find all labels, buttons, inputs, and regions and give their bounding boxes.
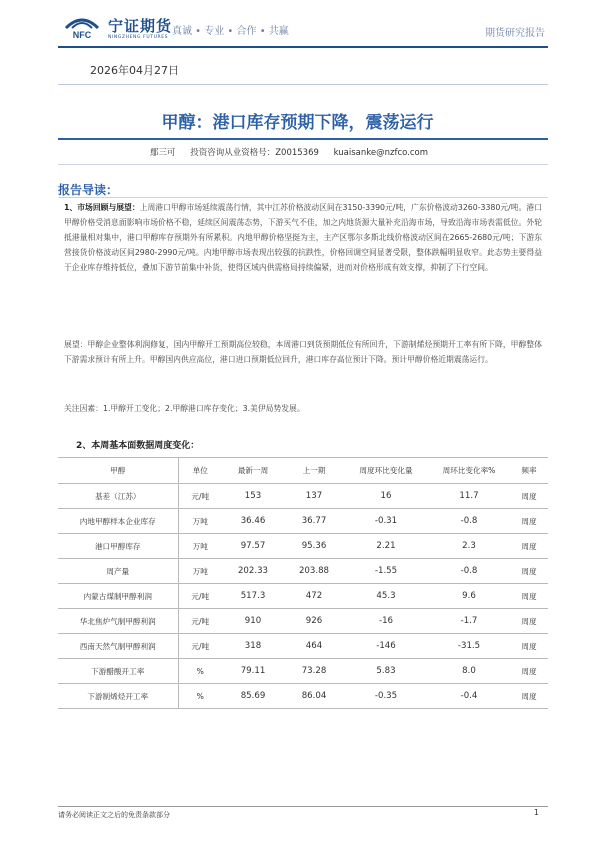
author-divider (58, 164, 548, 165)
footer-divider (58, 806, 548, 807)
table-header-cell: 甲醇 (58, 458, 178, 484)
market-review-text: 上周港口甲醇市场延续震荡行情，其中江苏价格波动区间在3150-3390元/吨，广东价格波动3260-3380元/吨。港口甲醇价格受消息面影响市场价格不稳，延续区间震荡态势，下游买气不佳，加之内地货源大量补充沿海市场，导致沿海市场表需低位。外轮抵港量相对集中，港口甲醇库存预期外有所累积。内地甲醇价格坚挺为主，主产区鄂尔多斯北线价格波动区间在2665-2680元/吨；下游东营接货价格波动区间2980-2990元/吨。内地甲醇市场表现出较强的抗跌性，价格回调空间显著受限，整体跌幅明显收窄。此态势主要得益于企业库存维持低位，叠加下游节前集中补货，使得区域内供需格局持续偏紧，进而对价格形成有效支撑，抑制了下行空间。 (64, 203, 542, 272)
table-cell: 36.46 (222, 509, 284, 534)
table-cell: 5.83 (344, 659, 428, 684)
table-cell: 元/吨 (178, 584, 222, 609)
market-review-paragraph (64, 200, 542, 275)
table-cell: 8.0 (428, 659, 510, 684)
table-cell: 472 (284, 584, 344, 609)
table-cell: -31.5 (428, 634, 510, 659)
table-cell: 95.36 (284, 534, 344, 559)
table-cell: -0.4 (428, 684, 510, 709)
row-label-cell: 西南天然气制甲醇利润 (58, 634, 178, 659)
table-cell: 517.3 (222, 584, 284, 609)
page-number: 1 (533, 808, 539, 817)
table-cell: 2.3 (428, 534, 510, 559)
page-header (0, 0, 595, 48)
table-cell: -0.31 (344, 509, 428, 534)
table-cell: 11.7 (428, 484, 510, 509)
table-header-cell: 上一期 (284, 458, 344, 484)
table-header-cell: 最新一周 (222, 458, 284, 484)
row-label-cell: 华北焦炉气制甲醇利润 (58, 609, 178, 634)
report-date: 2026年04月27日 (90, 64, 179, 77)
table-cell: 16 (344, 484, 428, 509)
table-row (58, 484, 548, 509)
focus-factors-paragraph: 关注因素：1.甲醇开工变化；2.甲醇港口库存变化；3.美伊局势发展。 (64, 404, 305, 413)
brand-name: 宁证期货 (108, 17, 173, 35)
table-row (58, 684, 548, 709)
table-cell: 45.3 (344, 584, 428, 609)
table-cell: 周度 (510, 584, 548, 609)
company-slogan: 真诚 • 专业 • 合作 • 共赢 (172, 26, 289, 37)
table-cell: 79.11 (222, 659, 284, 684)
table-cell: 周度 (510, 484, 548, 509)
table-cell: 元/吨 (178, 609, 222, 634)
table-row (58, 559, 548, 584)
table-cell: 86.04 (284, 684, 344, 709)
title-divider (58, 138, 548, 140)
section-title: 报告导读： (58, 183, 119, 197)
table-cell: 周度 (510, 684, 548, 709)
table-cell: 203.88 (284, 559, 344, 584)
header-divider (58, 46, 548, 48)
table-cell: 元/吨 (178, 634, 222, 659)
table-header-cell: 周度环比变化量 (344, 458, 428, 484)
report-title: 甲醇：港口库存预期下降，震荡运行 (161, 113, 434, 133)
table-cell: 73.28 (284, 659, 344, 684)
table-cell: 464 (284, 634, 344, 659)
row-label-cell: 内蒙古煤制甲醇利润 (58, 584, 178, 609)
author-info (150, 146, 440, 158)
table-header-row (58, 458, 548, 484)
table-cell: -1.7 (428, 609, 510, 634)
table-cell: 周度 (510, 509, 548, 534)
table-cell: 97.57 (222, 534, 284, 559)
brand-subtitle: NINGZHENG FUTURES (108, 35, 169, 40)
row-label-cell: 周产量 (58, 559, 178, 584)
row-label-cell: 下游制烯烃开工率 (58, 684, 178, 709)
table-cell: 202.33 (222, 559, 284, 584)
row-label-cell: 内地甲醇样本企业库存 (58, 509, 178, 534)
table-cell: 万吨 (178, 534, 222, 559)
table-cell: 周度 (510, 609, 548, 634)
table-row (58, 534, 548, 559)
row-label-cell: 港口甲醇库存 (58, 534, 178, 559)
logo-text: NFC (72, 30, 92, 40)
section-divider (58, 197, 548, 198)
author-name: 鄢三可 (150, 148, 176, 158)
table-cell: % (178, 684, 222, 709)
table-cell: 153 (222, 484, 284, 509)
table-header-cell: 频率 (510, 458, 548, 484)
table-cell: 318 (222, 634, 284, 659)
table-cell: 910 (222, 609, 284, 634)
table-cell: 周度 (510, 534, 548, 559)
table-cell: 万吨 (178, 509, 222, 534)
table-cell: 137 (284, 484, 344, 509)
row-label-cell: 基差（江苏） (58, 484, 178, 509)
table-row (58, 584, 548, 609)
table-cell: % (178, 659, 222, 684)
table-cell: 周度 (510, 634, 548, 659)
table-cell: 85.69 (222, 684, 284, 709)
table-cell: 36.77 (284, 509, 344, 534)
table-cell: 2.21 (344, 534, 428, 559)
table-cell: -16 (344, 609, 428, 634)
author-email[interactable]: kuaisanke@nzfco.com (333, 148, 429, 158)
table-header-cell: 周环比变化率% (428, 458, 510, 484)
company-logo (60, 14, 104, 40)
report-type: 期货研究报告 (485, 28, 545, 39)
table-cell: 万吨 (178, 559, 222, 584)
disclaimer-text: 请务必阅读正文之后的免责条款部分 (58, 811, 170, 819)
table-row (58, 634, 548, 659)
table-cell: -146 (344, 634, 428, 659)
row-label-cell: 下游醋酸开工率 (58, 659, 178, 684)
table-body (58, 484, 548, 709)
market-review-label: 1、市场回顾与展望： (64, 203, 140, 212)
outlook-paragraph: 展望：甲醇企业整体利润修复，国内甲醇开工预期高位较稳，本周港口到货预期低位有所回升，下游制烯烃预期开工率有所下降，甲醇整体下游需求预计有所上升。甲醇国内供应高位，港口进口预期低位回升，港口库存高位预计下降。预计甲醇价格近期震荡运行。 (64, 340, 542, 364)
table-header-cell: 单位 (178, 458, 222, 484)
table-cell: 926 (284, 609, 344, 634)
table-cell: -0.35 (344, 684, 428, 709)
table-cell: -0.8 (428, 559, 510, 584)
table-row (58, 659, 548, 684)
table-cell: 周度 (510, 659, 548, 684)
author-qualification: 投资咨询从业资格号：Z0015369 (190, 148, 319, 158)
table-cell: -1.55 (344, 559, 428, 584)
table-title: 2、本周基本面数据周度变化： (76, 441, 200, 451)
table-cell: 9.6 (428, 584, 510, 609)
table-row (58, 609, 548, 634)
table-cell: 周度 (510, 559, 548, 584)
table-row (58, 509, 548, 534)
fundamentals-table (58, 457, 548, 709)
table-cell: -0.8 (428, 509, 510, 534)
date-divider (58, 84, 548, 85)
table-cell: 元/吨 (178, 484, 222, 509)
